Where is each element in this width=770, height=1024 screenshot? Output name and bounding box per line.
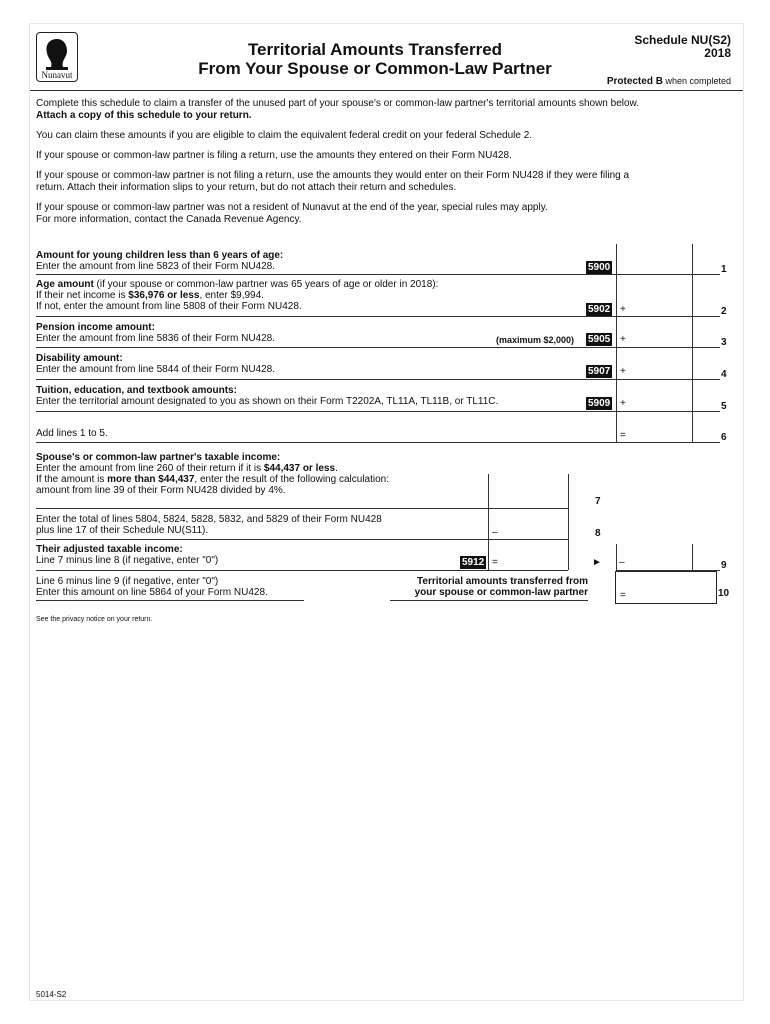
line10-label: Line 6 minus line 9 (if negative, enter "0") Enter this amount on line 5864 of your Form NU428. xyxy=(36,576,268,598)
line5-operator: + xyxy=(620,398,626,409)
line2-operator: + xyxy=(620,304,626,315)
line6-label: Add lines 1 to 5. xyxy=(36,428,108,439)
form-page xyxy=(30,24,743,1000)
intro-p1: Complete this schedule to claim a transfer of the unused part of your spouse's or common-law partner's territorial amounts shown below. Attach a copy of this schedule to your return. xyxy=(36,98,639,121)
line3-maximum: (maximum $2,000) xyxy=(496,335,575,345)
line9-operator: = xyxy=(492,557,498,568)
privacy-notice: See the privacy notice on your return. xyxy=(36,616,153,623)
line2-code: 5902 xyxy=(588,304,611,315)
line9-number: 9 xyxy=(721,560,727,571)
line10-number: 10 xyxy=(718,588,730,599)
line6-operator: = xyxy=(620,430,626,441)
intro-p4: If your spouse or common-law partner is not filing a return, use the amounts they would enter on their Form NU428 if they were filing a return. Attach their information slips to your return, but do not attach their return and schedules. xyxy=(36,170,630,193)
protected-label: Protected B when completed xyxy=(606,76,731,87)
line7-amount-field[interactable] xyxy=(488,508,568,509)
line3-operator: + xyxy=(620,334,626,345)
line4-operator: + xyxy=(620,366,626,377)
line1-label: Amount for young children less than 6 years of age: Enter the amount from line 5823 of their Form NU428. xyxy=(36,250,284,272)
line3-number: 3 xyxy=(721,337,727,348)
line10-amount-field[interactable] xyxy=(615,571,717,604)
line9-code: 5912 xyxy=(462,557,485,568)
line6-number: 6 xyxy=(721,432,727,443)
line10-operator: = xyxy=(620,590,626,601)
line5-label: Tuition, education, and textbook amounts: Enter the territorial amount designated to you as shown on their Form T2202A, TL11A, TL11B, or TL11C. xyxy=(36,385,499,407)
line1-code: 5900 xyxy=(588,262,611,273)
line5-number: 5 xyxy=(721,401,727,412)
line9-operator-2: – xyxy=(619,557,625,568)
line4-amount-field[interactable] xyxy=(616,379,720,380)
line7-label: Spouse's or common-law partner's taxable income: Enter the amount from line 260 of their return if it is $44,437 or less. If the amount is more than $44,437, enter the result of the following calculation: amount from line 39 of their Form NU428 divided by 4%. xyxy=(36,452,389,496)
line4-label: Disability amount: Enter the amount from line 5844 of their Form NU428. xyxy=(36,353,276,375)
line1-amount-field[interactable] xyxy=(616,274,720,275)
line6-amount-field[interactable] xyxy=(616,442,720,443)
line7-number: 7 xyxy=(595,496,601,507)
intro-p2: You can claim these amounts if you are eligible to claim the equivalent federal credit on your federal Schedule 2. xyxy=(36,130,533,141)
line5-code: 5909 xyxy=(588,398,611,409)
logo-text: Nunavut xyxy=(41,70,73,80)
nunavut-logo xyxy=(36,32,78,82)
line4-code: 5907 xyxy=(588,366,611,377)
line4-number: 4 xyxy=(721,369,727,380)
form-id: 5014-S2 xyxy=(36,990,67,999)
intro-p5: If your spouse or common-law partner was not a resident of Nunavut at the end of the year, special rules may apply. For more information, contact the Canada Revenue Agency. xyxy=(36,202,548,225)
line3-amount-field[interactable] xyxy=(616,347,720,348)
line8-operator: – xyxy=(492,527,498,538)
line9-label: Their adjusted taxable income: Line 7 minus line 8 (if negative, enter "0") xyxy=(36,544,219,566)
line2-number: 2 xyxy=(721,306,727,317)
line3-label: Pension income amount: Enter the amount from line 5836 of their Form NU428. xyxy=(36,322,276,344)
line8-label: Enter the total of lines 5804, 5824, 5828, 5832, and 5829 of their Form NU428 plus line 17 of their Schedule NU(S11). xyxy=(36,514,382,536)
line8-amount-field[interactable] xyxy=(488,539,568,540)
line5-amount-field[interactable] xyxy=(616,411,720,412)
intro-p3: If your spouse or common-law partner is filing a return, use the amounts they entered on their Form NU428. xyxy=(36,150,512,161)
line9-arrow-icon: ► xyxy=(592,557,602,568)
line2-amount-field[interactable] xyxy=(616,316,720,317)
line3-code: 5905 xyxy=(588,334,611,345)
page-title: Territorial Amounts Transferred From Your Spouse or Common-Law Partner xyxy=(198,40,552,78)
line9-amount-field[interactable] xyxy=(488,570,568,571)
header-divider xyxy=(30,90,743,91)
line1-number: 1 xyxy=(721,264,727,275)
line10-result-label: Territorial amounts transferred from your spouse or common-law partner xyxy=(414,576,588,598)
line8-number: 8 xyxy=(595,528,601,539)
schedule-label: Schedule NU(S2) 2018 xyxy=(634,33,731,60)
line2-label: Age amount (if your spouse or common-law partner was 65 years of age or older in 2018): If their net income is $36,976 or less, enter $9,994. If not, enter the amount from line 5808 of their Form NU428. xyxy=(36,279,439,312)
